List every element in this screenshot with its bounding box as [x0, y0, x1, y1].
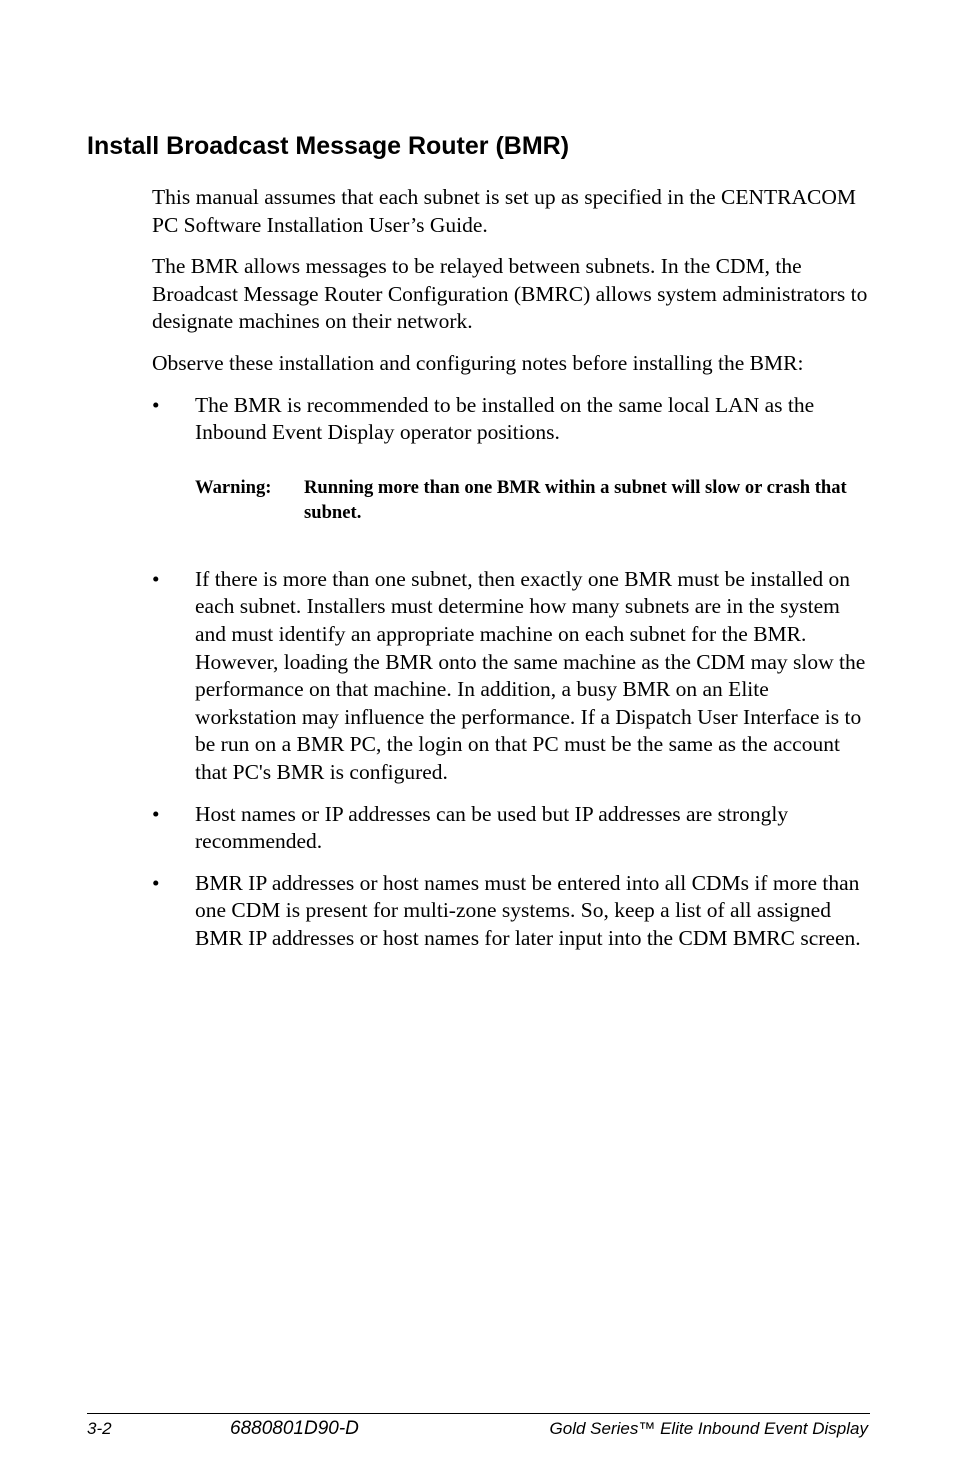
bullet-text: BMR IP addresses or host names must be entered into all CDMs if more than one CDM is present for multi-zone systems. So, keep a list of all assigned BMR IP addresses or host names for later input into the CDM BMRC screen.	[195, 870, 861, 950]
bullet-icon: •	[152, 870, 160, 895]
page-number: 3-2	[87, 1419, 112, 1438]
bullet-item	[152, 870, 872, 953]
footer-divider	[87, 1413, 870, 1414]
bullet-text: The BMR is recommended to be installed on the same local LAN as the Inbound Event Display operator positions.	[195, 392, 815, 445]
bullet-item	[152, 801, 872, 856]
warning-note	[195, 475, 872, 526]
bullet-text: If there is more than one subnet, then exactly one BMR must be installed on each subnet. Installers must determine how many subnets are in the system and must identify an appropriate machine on each subnet for the BMR. However, loading the BMR onto the same machine as the CDM may slow the performance on that machine. In addition, a busy BMR on an Elite workstation may influence the performance. If a Dispatch User Interface is to be run on a BMR PC, the login on that PC must be the same as the account that PC's BMR is configured.	[195, 566, 866, 784]
bullet-icon: •	[152, 566, 160, 591]
bullet-icon: •	[152, 392, 160, 417]
paragraph: This manual assumes that each subnet is set up as specified in the CENTRACOM PC Software Installation User’s Guide.	[152, 185, 856, 237]
warning-label: Warning:	[195, 476, 272, 498]
section-heading: Install Broadcast Message Router (BMR)	[87, 132, 570, 160]
bullet-item	[152, 392, 872, 447]
body-content	[152, 184, 872, 966]
paragraph: Observe these installation and configuring notes before installing the BMR:	[152, 350, 804, 375]
paragraph: The BMR allows messages to be relayed between subnets. In the CDM, the Broadcast Message Router Configuration (BMRC) allows system administrators to designate machines on their network.	[152, 254, 868, 334]
warning-text: Running more than one BMR within a subnet will slow or crash that subnet.	[304, 476, 847, 524]
footer-title: Gold Series™ Elite Inbound Event Display	[549, 1419, 868, 1438]
bullet-icon: •	[152, 801, 160, 826]
document-number: 6880801D90-D	[230, 1418, 359, 1439]
bullet-item	[152, 566, 872, 787]
bullet-text: Host names or IP addresses can be used but IP addresses are strongly recommended.	[195, 801, 789, 854]
